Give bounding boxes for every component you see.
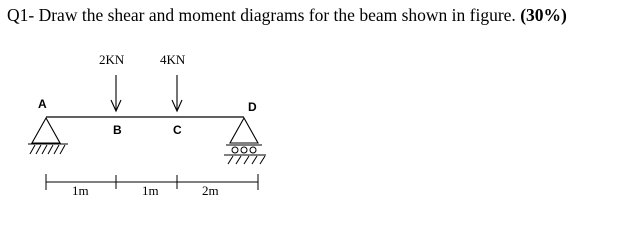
point-label-d: D (248, 100, 257, 114)
pin-support-a (28, 118, 68, 154)
load-arrow-c (172, 75, 182, 111)
span-label-cd: 2m (202, 183, 219, 198)
point-label-c: C (173, 123, 182, 137)
load-label-b: 2KN (99, 52, 125, 67)
roller-support-d (224, 118, 266, 164)
question-prompt: Q1- Draw the shear and moment diagrams for the beam shown in figure. (7, 5, 516, 25)
point-label-a: A (38, 97, 47, 111)
point-label-b: B (113, 123, 122, 137)
dimension-line (46, 174, 258, 190)
span-label-ab: 1m (72, 183, 89, 198)
span-label-bc: 1m (142, 183, 159, 198)
load-arrow-b (111, 75, 121, 111)
question-weight: (30%) (520, 5, 567, 25)
load-label-c: 4KN (160, 52, 186, 67)
